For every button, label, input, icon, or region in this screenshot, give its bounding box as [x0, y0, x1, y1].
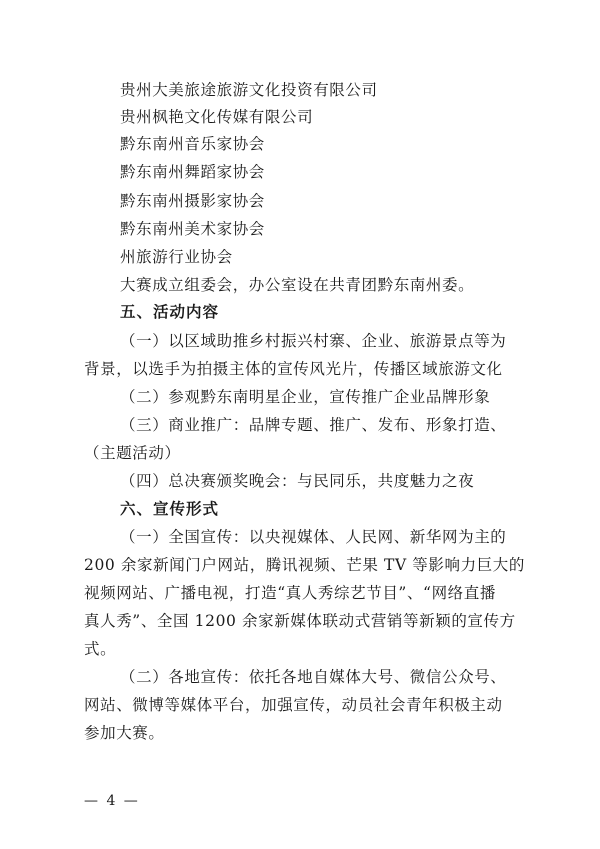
- paragraph-line: （二）各地宣传：依托各地自媒体大号、微信公众号、: [120, 668, 507, 686]
- paragraph-line: 背景，以选手为拍摄主体的宣传风光片，传播区域旅游文化: [84, 360, 503, 378]
- paragraph-line: 式。: [84, 640, 117, 658]
- paragraph-line: （三）商业推广：品牌专题、推广、发布、形象打造、: [120, 416, 507, 434]
- paragraph-line: 参加大赛。: [84, 724, 165, 742]
- section-heading-promotion: 六、宣传形式: [120, 500, 220, 518]
- organizer-line: 黔东南州音乐家协会: [120, 135, 265, 153]
- paragraph-line: 视频网站、广播电视，打造“真人秀综艺节目”、“网络直播: [84, 584, 496, 602]
- committee-paragraph: 大赛成立组委会，办公室设在共青团黔东南州委。: [120, 276, 475, 294]
- paragraph-line: （主题活动）: [84, 444, 181, 462]
- paragraph-line: （一）以区域助推乡村振兴村寨、企业、旅游景点等为: [120, 332, 507, 350]
- page-number: — 4 —: [84, 793, 140, 809]
- organizer-line: 黔东南州美术家协会: [120, 220, 265, 238]
- organizer-line: 贵州枫艳文化传媒有限公司: [120, 108, 314, 126]
- organizer-line: 贵州大美旅途旅游文化投资有限公司: [120, 81, 378, 99]
- organizer-line: 黔东南州摄影家协会: [120, 192, 265, 210]
- organizer-line: 州旅游行业协会: [120, 248, 233, 266]
- organizer-line: 黔东南州舞蹈家协会: [120, 163, 265, 181]
- paragraph-line: （一）全国宣传：以央视媒体、人民网、新华网为主的: [120, 528, 507, 546]
- paragraph-line: （四）总决赛颁奖晚会：与民同乐，共度魅力之夜: [120, 472, 475, 490]
- paragraph-line: （二）参观黔东南明星企业，宣传推广企业品牌形象: [120, 388, 491, 406]
- section-heading-activity: 五、活动内容: [120, 303, 220, 321]
- paragraph-line: 网站、微博等媒体平台，加强宣传，动员社会青年积极主动: [84, 696, 503, 714]
- paragraph-line: 真人秀”、全国 1200 余家新媒体联动式营销等新颖的宣传方: [84, 612, 516, 630]
- paragraph-line: 200 余家新闻门户网站，腾讯视频、芒果 TV 等影响力巨大的: [84, 556, 525, 574]
